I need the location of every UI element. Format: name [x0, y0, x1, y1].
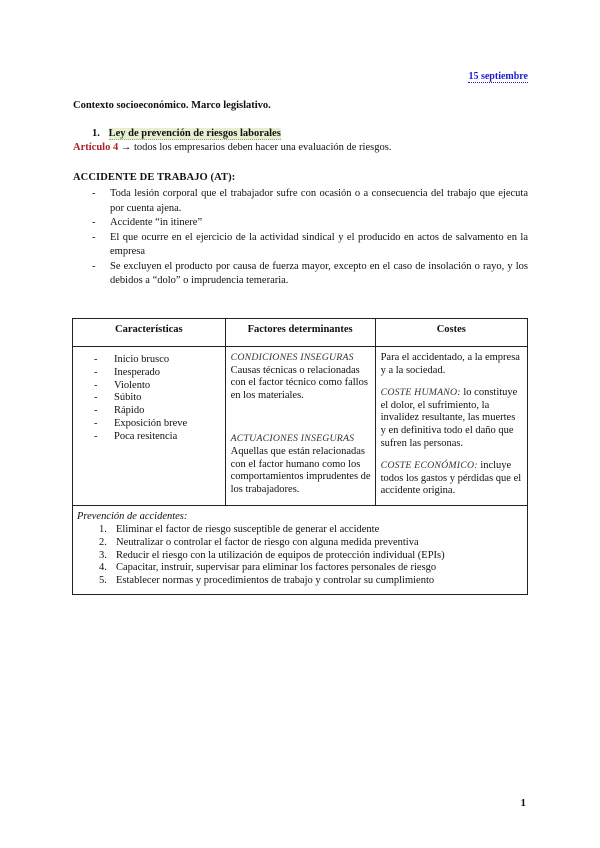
- law-heading: [92, 128, 281, 139]
- articulo-text: todos los empresarios deben hacer una evaluación de riesgos.: [131, 142, 392, 153]
- list-item: - Poca resitencia: [94, 431, 224, 444]
- header-costes: Costes: [375, 319, 527, 347]
- coste-humano-text: lo constituye el dolor, el sufrimiento, la invalidez resultante, las muertes y en definitiva todo el daño que sufren las personas.: [380, 387, 518, 449]
- list-item: 3. Reducir el riesgo con la utilización de equipos de protección individual (EPIs): [99, 549, 445, 561]
- prevencion-list: [77, 524, 523, 588]
- articulo-ref: Artículo 4: [73, 142, 119, 153]
- law-number: 1.: [92, 128, 100, 139]
- list-item: 2. Neutralizar o controlar el factor de riesgo con alguna medida preventiva: [99, 536, 419, 548]
- header-caracteristicas: Características: [73, 319, 226, 347]
- costes-cell: [375, 347, 527, 506]
- table-row: [73, 505, 528, 594]
- condiciones-title: CONDICIONES INSEGURAS: [230, 352, 354, 363]
- list-item: - Exposición breve: [94, 418, 224, 431]
- list-item: - Violento: [94, 380, 224, 393]
- list-item: 1. Eliminar el factor de riesgo susceptible de generar el accidente: [99, 523, 380, 535]
- list-item: - El que ocurre en el ejercicio de la actividad sindical y el producido en actos de salvamento en la empresa: [92, 231, 528, 260]
- list-item: - Rápido: [94, 405, 224, 418]
- list-item: - Toda lesión corporal que el trabajador sufre con ocasión o a consecuencia del trabajo que ejecuta por cuenta ajena.: [92, 187, 528, 216]
- actuaciones-title: ACTUACIONES INSEGURAS: [230, 433, 355, 445]
- accident-table: [72, 318, 528, 595]
- coste-humano: [381, 387, 523, 450]
- date-label: 15 septiembre: [468, 71, 528, 82]
- list-item: - Inicio brusco: [94, 354, 224, 367]
- actuaciones-text: Aquellas que están relacionadas con el factor humano como los comportamientos imprudentes de los trabajadores.: [230, 445, 371, 495]
- table-row: [73, 347, 528, 506]
- list-item: - Inesperado: [94, 367, 224, 380]
- accidente-list: [92, 187, 528, 289]
- coste-humano-title: COSTE HUMANO:: [380, 387, 461, 399]
- caracteristicas-cell: [73, 347, 226, 506]
- articulo-line: [73, 142, 391, 153]
- list-item: - Se excluyen el producto por causa de fuerza mayor, excepto en el caso de insolación o rayo, y los debidos a “dolo” o imprudencia temeraria.: [92, 260, 528, 289]
- coste-economico-title: COSTE ECONÓMICO:: [380, 460, 478, 472]
- list-item: 4. Capacitar, instruir, supervisar para eliminar los factores personales de riesgo: [99, 562, 437, 574]
- arrow-icon: →: [120, 142, 132, 153]
- condiciones-text: Causas técnicas o relacionadas con el factor técnico como fallos en los materiales.: [230, 364, 368, 401]
- law-title: Ley de prevención de riesgos laborales: [108, 128, 281, 139]
- factores-cell: [225, 347, 375, 506]
- context-title: Contexto socioeconómico. Marco legislativo.: [73, 100, 271, 111]
- prevencion-cell: [73, 505, 528, 594]
- list-item: 5. Establecer normas y procedimientos de trabajo y controlar su cumplimiento: [99, 575, 435, 587]
- list-item: - Accidente “in itinere”: [92, 216, 528, 231]
- accidente-title: ACCIDENTE DE TRABAJO (AT):: [73, 172, 236, 183]
- list-item: - Súbito: [94, 392, 224, 405]
- caracteristicas-list: [94, 354, 224, 444]
- coste-economico: [381, 460, 523, 498]
- page-number: 1: [520, 797, 526, 809]
- table-header-row: [73, 319, 528, 347]
- coste-economico-text: incluye todos los gastos y pérdidas que el accidente origina.: [380, 460, 522, 497]
- costes-intro: Para el accidentado, a la empresa y a la sociedad.: [380, 352, 520, 376]
- prevencion-title: Prevención de accidentes:: [77, 510, 188, 522]
- header-factores: Factores determinantes: [225, 319, 375, 347]
